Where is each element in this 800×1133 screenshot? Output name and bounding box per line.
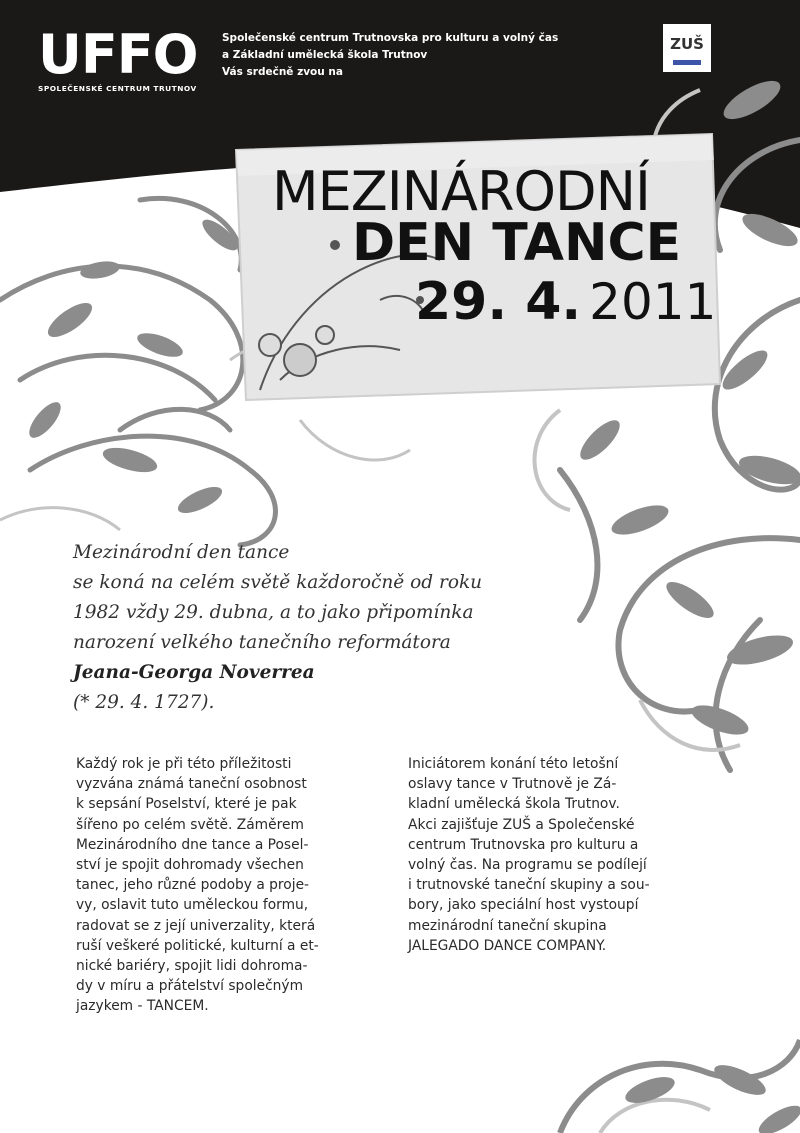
text-line: kladní umělecká škola Trutnov. xyxy=(408,796,620,813)
title-date xyxy=(415,272,716,332)
title-line-2: DEN TANCE xyxy=(352,213,682,273)
header-line-1: Společenské centrum Trutnovska pro kulturu a volný čas xyxy=(222,32,559,44)
uffo-logo xyxy=(38,23,198,93)
title-line-1: MEZINÁRODNÍ xyxy=(272,160,650,223)
text-line: ruší veškeré politické, kulturní a et- xyxy=(76,937,319,954)
text-line: ství je spojit dohromady všechen xyxy=(76,857,304,874)
bottom-ornament xyxy=(560,1040,800,1133)
logo-subtitle: SPOLEČENSKÉ CENTRUM TRUTNOV xyxy=(38,84,197,93)
text-line: vy, oslavit tuto uměleckou formu, xyxy=(76,897,309,914)
event-date: 29. 4. xyxy=(415,272,582,332)
text-line: šířeno po celém světě. Záměrem xyxy=(76,816,304,833)
text-line: JALEGADO DANCE COMPANY. xyxy=(408,937,607,954)
text-line: jazykem - TANCEM. xyxy=(76,998,209,1015)
text-line: Akci zajišťuje ZUŠ a Společenské xyxy=(408,816,635,833)
left-ornament xyxy=(0,198,275,545)
intro-line: narození velkého tanečního reformátora xyxy=(73,632,451,653)
text-line: tanec, jeho různé podoby a proje- xyxy=(76,877,310,894)
text-line: mezinárodní taneční skupina xyxy=(408,917,607,934)
left-column-text xyxy=(76,754,319,1017)
text-line: i trutnovské taneční skupiny a sou- xyxy=(408,877,650,894)
header-line-2: a Základní umělecká škola Trutnov xyxy=(222,49,428,61)
intro-line: se koná na celém světě každoročně od roku xyxy=(73,572,483,593)
logo-text: UFFO xyxy=(38,23,198,86)
text-line: centrum Trutnovska pro kulturu a xyxy=(408,836,639,853)
zus-logo-bar xyxy=(673,60,701,65)
intro-line: 1982 vždy 29. dubna, a to jako připomínka xyxy=(73,602,474,623)
header-invitation xyxy=(222,30,558,81)
text-line: nické bariéry, spojit lidi dohroma- xyxy=(76,958,308,975)
text-line: radovat se z její univerzality, která xyxy=(76,917,316,934)
text-line: oslavy tance v Trutnově je Zá- xyxy=(408,776,617,793)
text-line: Každý rok je při této příležitosti xyxy=(76,756,292,772)
intro-birth: (* 29. 4. 1727). xyxy=(73,692,215,713)
header-line-3: Vás srdečně zvou na xyxy=(222,66,343,78)
intro-paragraph xyxy=(73,538,482,718)
text-line: volný čas. Na programu se podílejí xyxy=(408,857,647,874)
left-leaves xyxy=(24,215,242,519)
zus-logo xyxy=(663,24,711,72)
intro-name: Jeana-Georga Noverrea xyxy=(73,662,315,683)
text-line: Mezinárodního dne tance a Posel- xyxy=(76,836,309,853)
text-line: bory, jako speciální host vystoupí xyxy=(408,897,639,914)
text-line: Iniciátorem konání této letošní xyxy=(408,756,619,772)
text-line: vyzvána známá taneční osobnost xyxy=(76,776,307,793)
zus-logo-text: ZUŠ xyxy=(670,35,704,53)
text-line: k sepsání Poselství, které je pak xyxy=(76,796,297,813)
text-line: dy v míru a přátelství společným xyxy=(76,978,304,995)
event-year: 2011 xyxy=(589,273,717,331)
intro-line: Mezinárodní den tance xyxy=(73,542,290,563)
right-column-text xyxy=(408,754,650,956)
